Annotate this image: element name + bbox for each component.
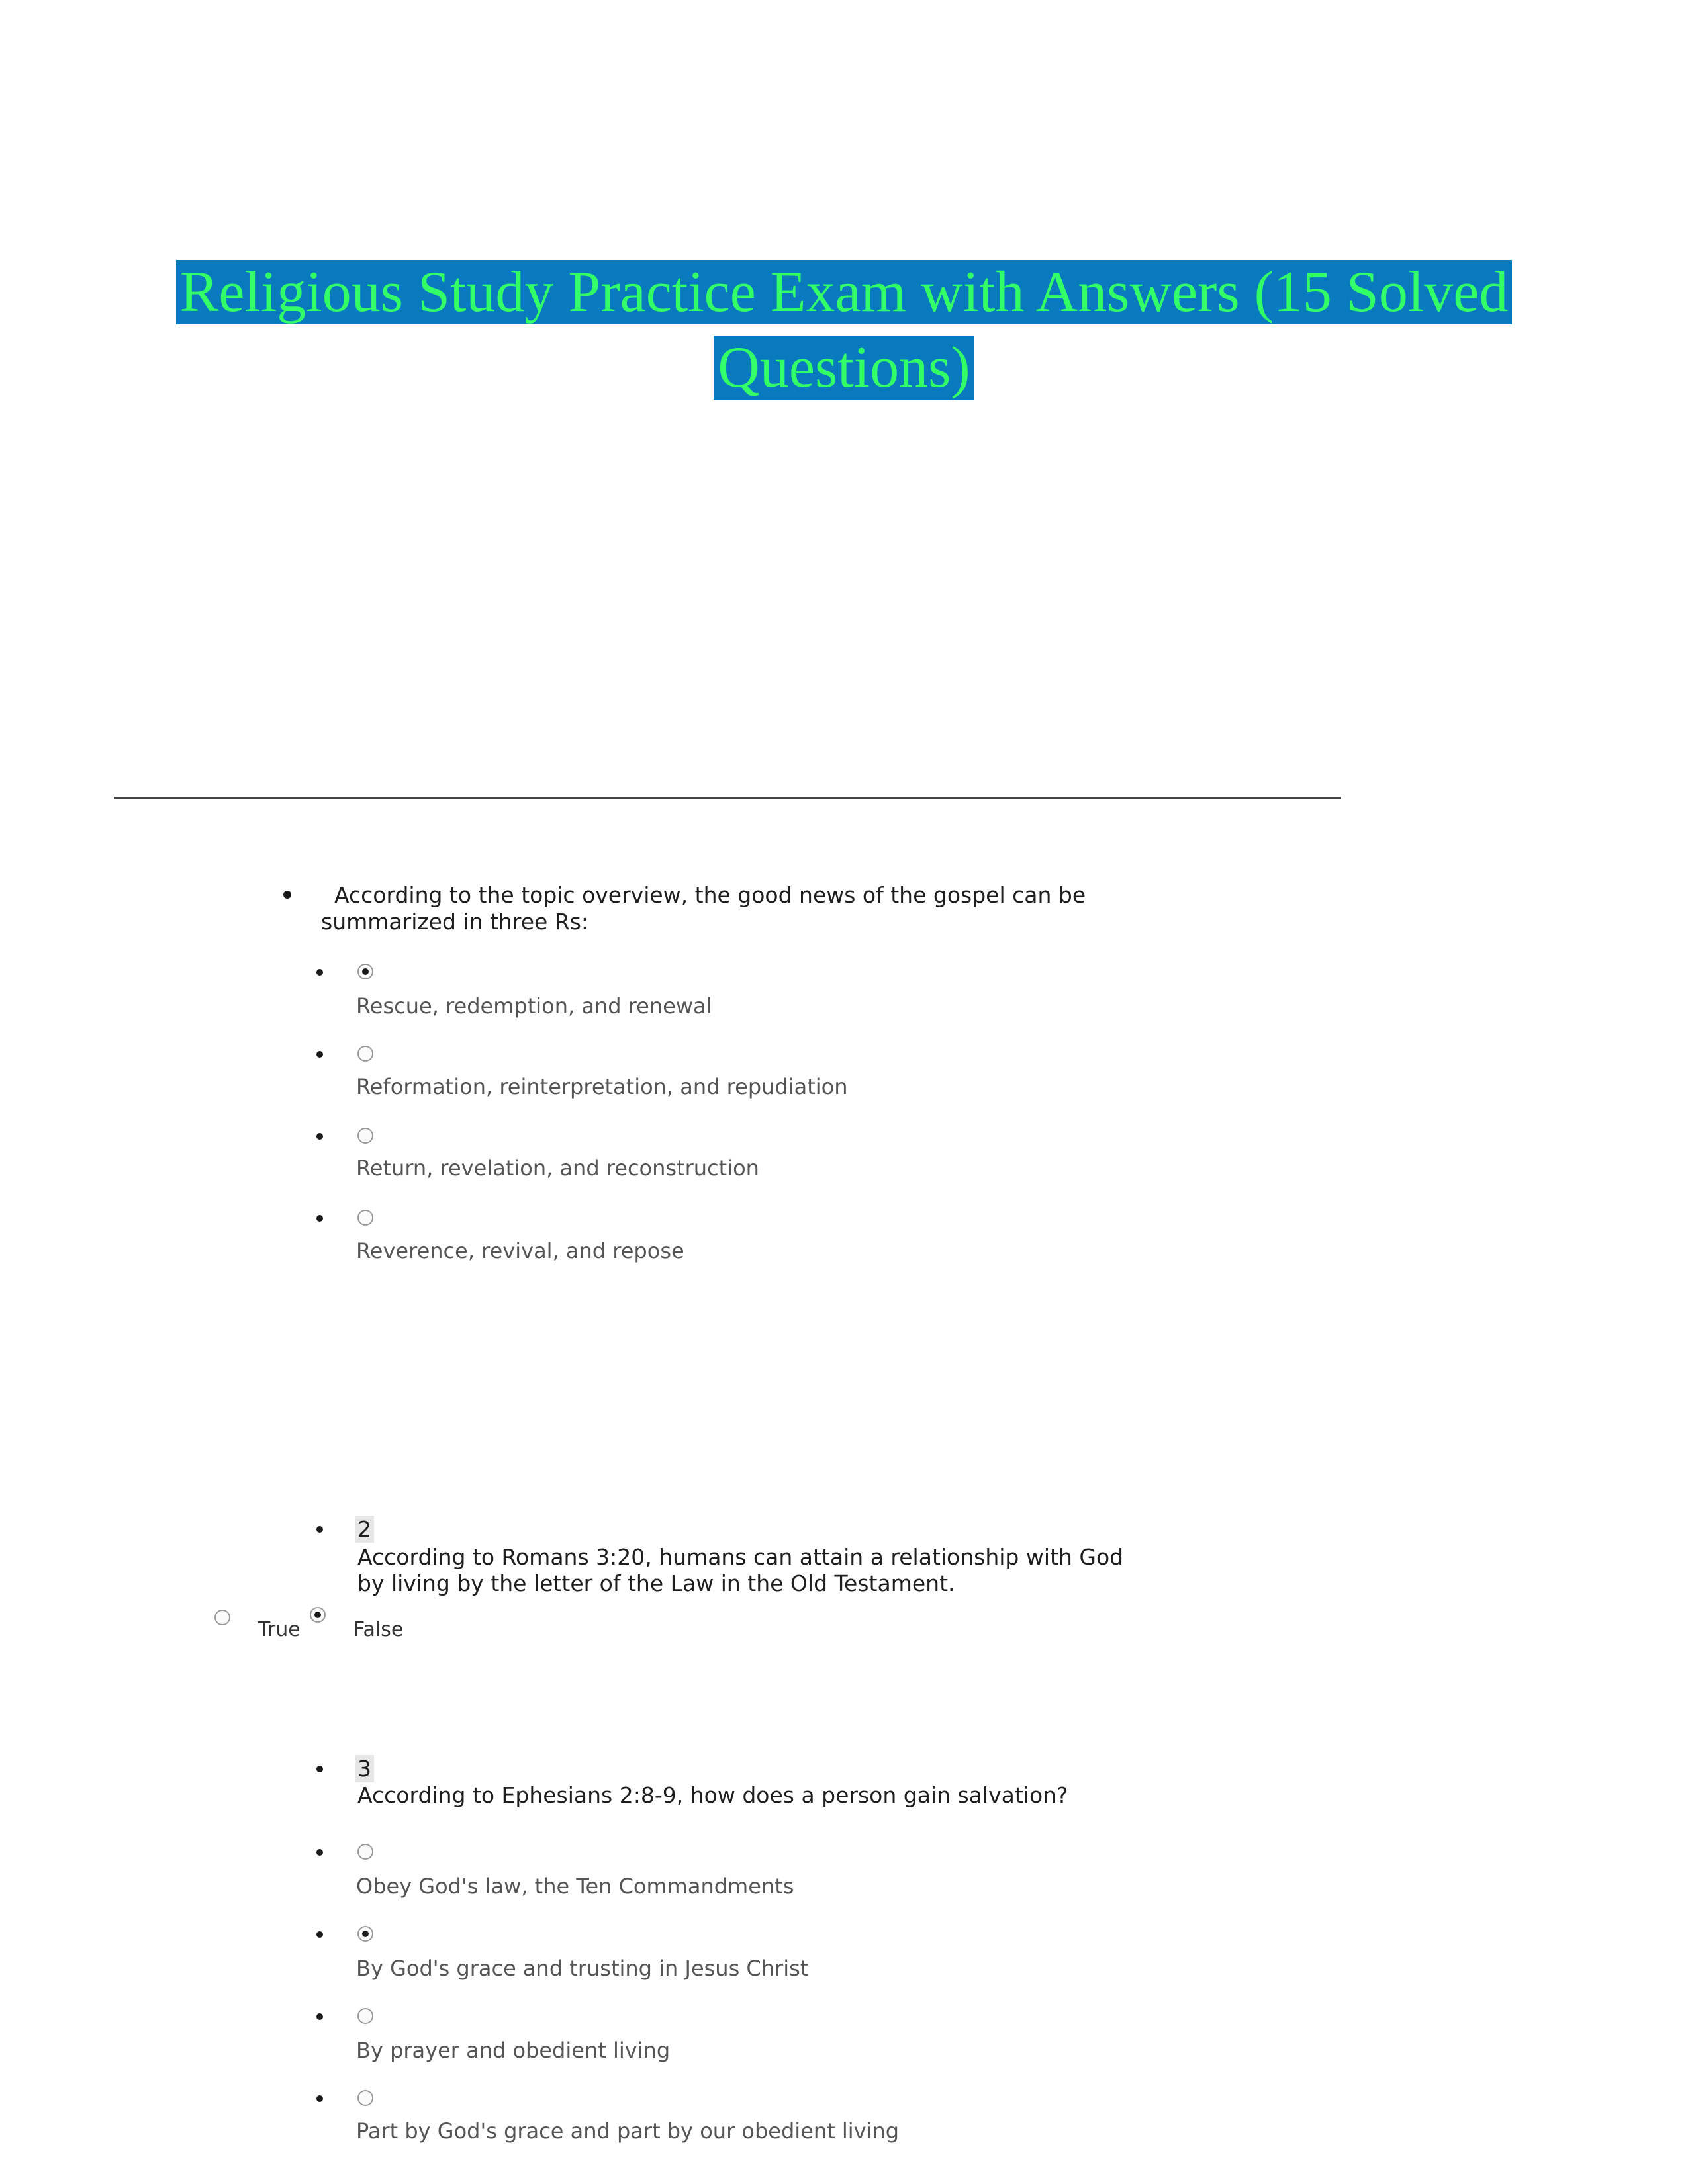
radio-button-selected[interactable] [357, 1926, 373, 1942]
question-bullet [283, 891, 291, 899]
option-label: Part by God's grace and part by our obedient living [356, 2118, 900, 2144]
radio-button-selected[interactable] [357, 964, 373, 979]
option-bullet [316, 2095, 323, 2102]
option-bullet [316, 1133, 323, 1140]
radio-button[interactable] [357, 1844, 373, 1860]
radio-button[interactable] [357, 1210, 373, 1226]
option-bullet [316, 2013, 323, 2020]
option-bullet [316, 1931, 323, 1938]
option-label: Return, revelation, and reconstruction [356, 1156, 759, 1181]
true-label: True [258, 1618, 301, 1641]
option-bullet [316, 1849, 323, 1856]
option-label: Reformation, reinterpretation, and repudiation [356, 1074, 848, 1099]
question-2-number: 2 [355, 1516, 374, 1543]
option-label: Obey God's law, the Ten Commandments [356, 1874, 794, 1899]
question-2-text-line-2: by living by the letter of the Law in the Old Testament. [357, 1570, 955, 1596]
question-2-text-line-1: According to Romans 3:20, humans can attain a relationship with God [357, 1544, 1124, 1570]
question-3-text-line-1: According to Ephesians 2:8-9, how does a person gain salvation? [357, 1782, 1068, 1808]
horizontal-divider [114, 797, 1341, 799]
question-bullet [316, 1766, 323, 1772]
radio-button-false-selected[interactable] [310, 1607, 326, 1623]
question-3-number: 3 [355, 1755, 374, 1782]
document-title-text: Religious Study Practice Exam with Answers (15 Solved Questions) [176, 260, 1513, 400]
option-label: Reverence, revival, and repose [356, 1238, 684, 1263]
option-bullet [316, 969, 323, 976]
option-label: Rescue, redemption, and renewal [356, 993, 712, 1019]
question-bullet [316, 1526, 323, 1533]
document-title [132, 255, 1556, 406]
option-label: By prayer and obedient living [356, 2038, 671, 2063]
false-label: False [353, 1618, 404, 1641]
option-bullet [316, 1051, 323, 1058]
question-1-text-line-1: According to the topic overview, the good news of the gospel can be [334, 882, 1086, 908]
option-bullet [316, 1215, 323, 1222]
radio-button[interactable] [357, 2090, 373, 2106]
radio-button[interactable] [357, 2008, 373, 2024]
radio-button-true[interactable] [214, 1610, 230, 1625]
option-label: By God's grace and trusting in Jesus Christ [356, 1956, 809, 1981]
radio-button[interactable] [357, 1046, 373, 1062]
radio-button[interactable] [357, 1128, 373, 1144]
question-1-text-line-2: summarized in three Rs: [321, 909, 589, 934]
